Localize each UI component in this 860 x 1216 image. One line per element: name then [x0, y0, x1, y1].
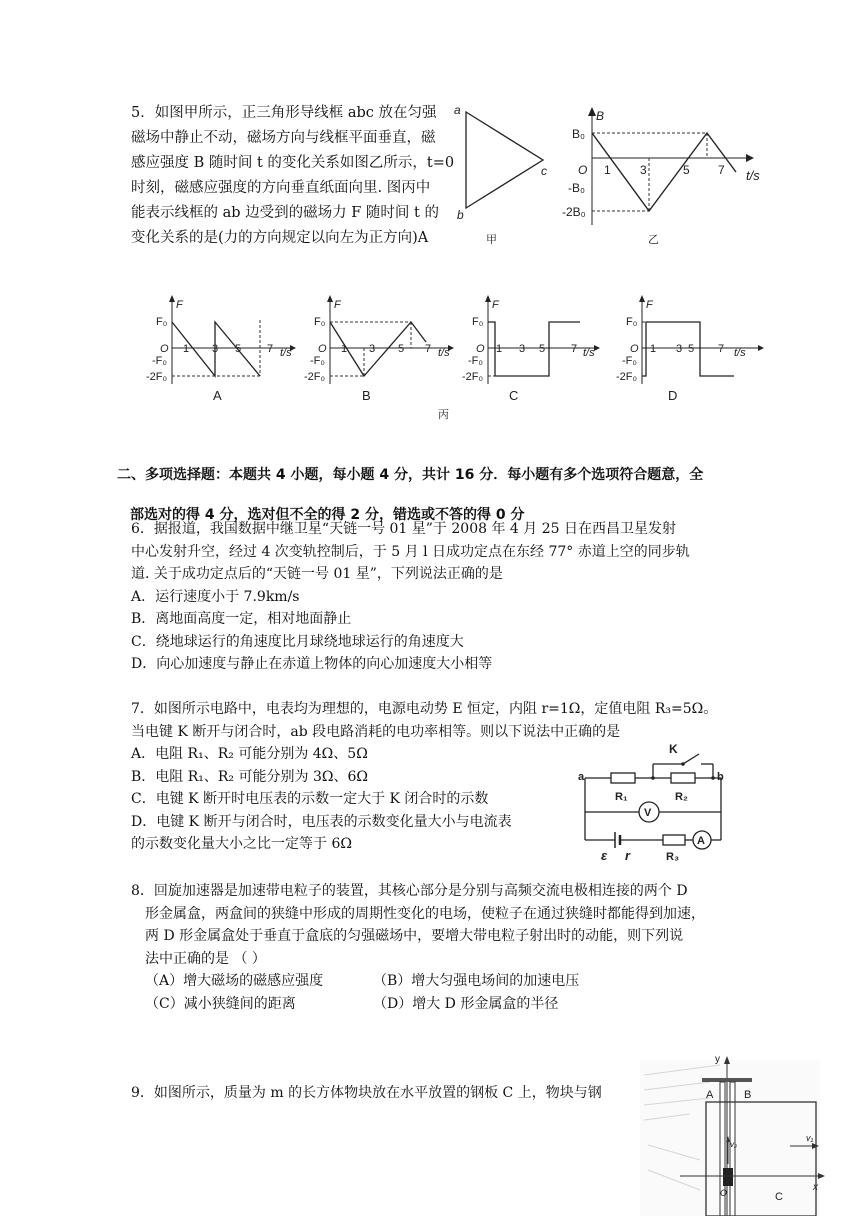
f-axis-label: F: [646, 299, 653, 311]
graph-a: [146, 295, 296, 403]
t-axis-arrow: [758, 345, 764, 351]
tick-label: 1: [604, 163, 611, 177]
q7-option-c: C．电键 K 断开时电压表的示数一定大于 K 闭合时的示数: [131, 791, 489, 807]
v1-label: v₁: [806, 1133, 814, 1143]
section-line: 二、多项选择题：本题共 4 小题，每小题 4 分，共计 16 分．每小题有多个选项符合题意，全: [117, 467, 704, 483]
q8-option-b: （B）增大匀强电场间的加速电压: [373, 973, 580, 989]
question-5-text: [131, 101, 461, 251]
label-c: C: [775, 1191, 783, 1203]
t-axis-arrow: [594, 345, 600, 351]
b-curve: [592, 133, 736, 211]
f-axis-arrow: [169, 295, 175, 302]
tick-label: 1: [496, 343, 503, 355]
tick-label: 1: [650, 343, 657, 355]
t-axis-label: t/s: [280, 347, 292, 359]
tick-label: 7: [718, 343, 725, 355]
node-b-label: b: [717, 771, 724, 783]
tick-label: 1: [341, 343, 348, 355]
origin-label: O: [160, 343, 169, 355]
neg-f0-label: -F₀: [468, 355, 483, 367]
q6-line: 中心发射升空，经过 4 次变轨控制后，于 5 月 l 日成功定点在东经 77° 赤道上空的同步轨: [131, 543, 690, 560]
figure-bing: [140, 290, 780, 420]
q5-line: 变化关系的是(力的方向规定以向左为正方向)A: [131, 230, 429, 246]
triangle-frame: [466, 112, 543, 208]
origin-label: O: [578, 163, 588, 177]
resistor-r2: [671, 773, 695, 783]
option-label: B: [362, 388, 371, 403]
option-label: A: [213, 388, 222, 403]
q7-line: 当电键 K 断开与闭合时，ab 段电路消耗的电功率相等。则以下说法中正确的是: [131, 723, 621, 740]
x-axis-label: x: [813, 1182, 818, 1193]
figure-caption: 乙: [648, 234, 659, 246]
switch-pivot: [681, 762, 685, 766]
section-line: 部选对的得 4 分，选对但不全的得 2 分，错选或不答的得 0 分: [130, 507, 525, 523]
node: [651, 776, 655, 780]
question-9: [131, 1082, 631, 1105]
q8-line: 两 D 形金属盒处于垂直于盒底的匀强磁场中，要增大带电粒子射出时的动能，则下列说: [145, 928, 684, 944]
q9-line: 9．如图所示，质量为 m 的长方体物块放在水平放置的钢板 C 上，物块与钢: [131, 1085, 602, 1101]
tick-label: 3: [640, 163, 647, 177]
q7-option-a: A．电阻 R₁、R₂ 可能分别为 4Ω、5Ω: [131, 746, 368, 762]
tick-label: 5: [688, 343, 695, 355]
question-6: [131, 518, 751, 676]
neg-f0-label: -F₀: [310, 355, 325, 367]
f-axis-arrow: [639, 295, 645, 302]
r3-label: R₃: [666, 851, 680, 863]
origin-label: O: [630, 343, 639, 355]
f-axis-label: F: [492, 299, 499, 311]
switch-label: K: [669, 742, 678, 756]
tick-label: 7: [571, 343, 578, 355]
t-axis-label: t/s: [438, 347, 450, 359]
q8-line: 形金属盒，两盒间的狭缝中形成的周期性变化的电场，使粒子在通过狭缝时都能得到加速，: [145, 905, 705, 922]
f-axis-arrow: [485, 295, 491, 302]
block: [723, 1168, 733, 1186]
v2-label: v₂: [730, 1140, 738, 1149]
vertex-b-label: b: [457, 208, 464, 222]
f-axis-label: F: [176, 299, 183, 311]
q6-line: 6．据报道，我国数据中继卫星“天链一号 01 星”于 2008 年 4 月 25 日在西昌卫星发射: [131, 521, 676, 537]
tick-label: 5: [539, 343, 546, 355]
b0-label: B₀: [572, 127, 585, 141]
q6-option-c: C．绕地球运行的角速度比月球绕地球运行的角速度大: [131, 633, 464, 650]
tick-label: 3: [369, 343, 376, 355]
figure-jia: [450, 100, 560, 250]
vertex-c-label: c: [541, 164, 547, 178]
label-a: A: [706, 1089, 714, 1101]
support: [702, 1078, 752, 1082]
circuit-diagram: [575, 740, 735, 865]
switch-k: [683, 754, 699, 764]
resistor-r1: [611, 773, 635, 783]
q8-option-row: [131, 993, 751, 1016]
q8-option-row: [131, 970, 751, 993]
q8-line: 8．回旋加速器是加速带电粒子的装置，其核心部分是分别与高频交流电极相连接的两个 D: [131, 883, 688, 899]
neg-2f0-label: -2F₀: [304, 371, 326, 383]
r2-label: R₂: [675, 791, 688, 803]
tick-label: 5: [398, 343, 405, 355]
figure-caption: 甲: [486, 234, 497, 246]
tick-label: 7: [425, 343, 432, 355]
resistor-r3: [663, 835, 685, 845]
tick-label: 1: [183, 343, 190, 355]
option-label: C: [509, 388, 519, 403]
figure-yi: [560, 100, 770, 250]
tick-label: 3: [676, 343, 683, 355]
q8-option-d: （D）增大 D 形金属盒的半径: [373, 995, 559, 1012]
q7-option-b: B．电阻 R₁、R₂ 可能分别为 3Ω、6Ω: [131, 768, 368, 785]
q6-option-d: D．向心加速度与静止在赤道上物体的向心加速度大小相等: [131, 656, 493, 672]
neg-f0-label: -F₀: [152, 355, 167, 367]
b-axis-arrow: [588, 107, 596, 116]
neg-2f0-label: -2F₀: [462, 371, 484, 383]
x-axis-arrow: [818, 1173, 825, 1179]
q5-line: 磁场中静止不动，磁场方向与线框平面垂直，磁: [131, 130, 436, 146]
q6-line: 道. 关于成功定点后的“天链一号 01 星”，下列说法正确的是: [131, 566, 503, 582]
tick-label: 3: [212, 343, 219, 355]
q6-option-b: B．离地面高度一定，相对地面静止: [131, 611, 352, 627]
tick-label: 3: [519, 343, 526, 355]
q7-option-d: D．电键 K 断开与闭合时，电压表的示数变化量大小与电流表: [131, 813, 512, 830]
tick-label: 5: [683, 163, 690, 177]
neg-f0-label: -F₀: [622, 355, 637, 367]
f0-label: F₀: [156, 316, 168, 328]
node: [711, 776, 715, 780]
tick-label: 5: [235, 343, 242, 355]
internal-r-label: r: [625, 848, 631, 863]
question-8: [131, 880, 751, 1015]
f-axis-arrow: [327, 295, 333, 302]
q9-figure: [640, 1050, 830, 1216]
graph-d: [616, 295, 764, 403]
graph-b: [304, 295, 454, 403]
neg-2f0-label: -2F₀: [616, 371, 638, 383]
node-a-label: a: [578, 771, 585, 783]
emf-label: ε: [601, 848, 608, 863]
f0-label: F₀: [472, 316, 484, 328]
q8-option-c: （C）减小狭缝间的距离: [145, 995, 296, 1012]
figure-caption: 丙: [438, 409, 449, 420]
q6-option-a: A．运行速度小于 7.9km/s: [131, 588, 300, 605]
vertex-a-label: a: [454, 103, 461, 117]
neg-2b0-label: -2B₀: [562, 205, 586, 219]
q8-line: 法中正确的是 （ ）: [145, 950, 266, 967]
q7-option-d-cont: 的示数变化量大小之比一定等于 6Ω: [131, 836, 352, 852]
neg-2f0-label: -2F₀: [146, 371, 168, 383]
voltmeter-label: V: [644, 807, 652, 819]
graph-c: [462, 295, 600, 403]
neg-b0-label: -B₀: [568, 181, 585, 195]
b-axis-label: B: [596, 109, 605, 123]
origin-label: O: [476, 343, 485, 355]
origin-label: O: [720, 1188, 728, 1198]
origin-label: O: [318, 343, 327, 355]
q5-line: 感应强度 B 随时间 t 的变化关系如图乙所示，t=0: [131, 155, 455, 171]
t-axis-label: t/s: [746, 168, 760, 183]
f0-label: F₀: [626, 316, 638, 328]
f0-label: F₀: [314, 316, 326, 328]
t-axis-label: t/s: [734, 347, 746, 359]
q5-line: 能表示线框的 ab 边受到的磁场力 F 随时间 t 的: [131, 205, 439, 221]
t-axis-label: t/s: [583, 347, 595, 359]
t-axis-arrow: [746, 154, 754, 162]
tick-label: 7: [718, 163, 725, 177]
ammeter-label: A: [697, 835, 705, 847]
f-axis-label: F: [334, 299, 341, 311]
q5-line: 5．如图甲所示，正三角形导线框 abc 放在匀强: [131, 105, 437, 121]
tick-label: 7: [267, 343, 274, 355]
label-b: B: [744, 1089, 752, 1101]
q5-line: 时刻，磁感应强度的方向垂直纸面向里. 图丙中: [131, 180, 431, 196]
r1-label: R₁: [615, 791, 628, 803]
option-label: D: [668, 388, 678, 403]
y-axis-label: y: [715, 1054, 720, 1065]
q7-line: 7．如图所示电路中，电表均为理想的，电源电动势 E 恒定，内阻 r=1Ω，定值电阻 R₃=5Ω。: [131, 701, 718, 717]
q8-option-a: （A）增大磁场的磁感应强度: [145, 973, 324, 989]
